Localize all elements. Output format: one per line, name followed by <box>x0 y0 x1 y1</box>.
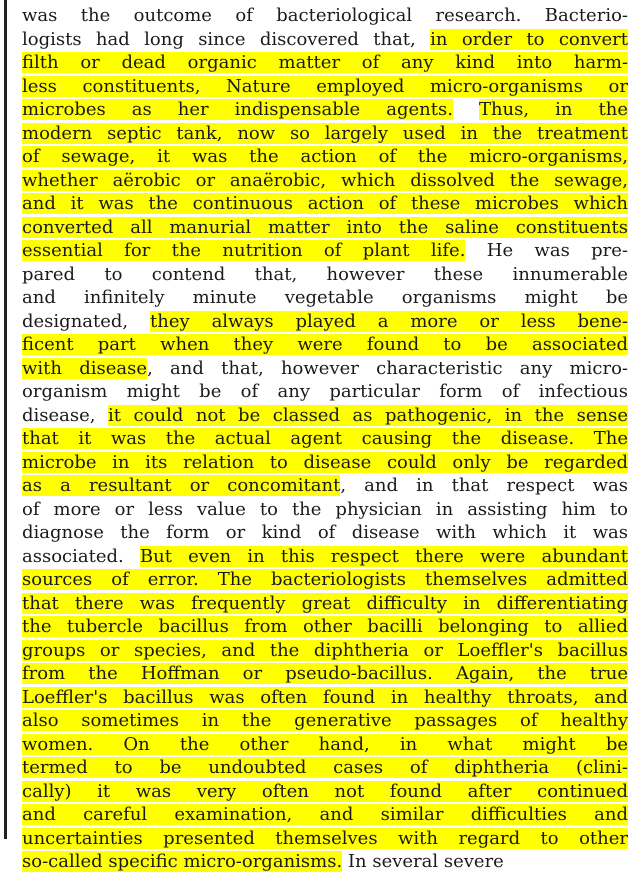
highlighted-text: termed to be undoubted cases of diphtheria (clini- <box>22 757 628 778</box>
plain-text: organism might be of any particular form of infectious <box>22 381 628 402</box>
text-line <box>22 333 628 357</box>
plain-text: pared to contend that, however these innumerable <box>22 263 628 285</box>
text-line <box>22 474 628 498</box>
text-line <box>22 98 628 122</box>
text-line <box>22 850 628 874</box>
text-line <box>22 709 628 733</box>
text-line <box>22 827 628 851</box>
highlighted-text: they always played a more or less bene- <box>150 310 628 332</box>
text-line <box>22 639 628 663</box>
highlighted-text: But even in this respect there were abundant <box>139 545 628 567</box>
plain-text: and infinitely minute vegetable organisms might be <box>22 287 628 308</box>
text-line <box>22 310 628 334</box>
plain-text: designated, <box>22 310 151 332</box>
highlighted-text: in order to convert <box>430 28 628 50</box>
highlighted-text: as a resultant or concomitant <box>22 475 341 496</box>
plain-text: diagnose the form or kind of disease with which it was <box>22 522 628 543</box>
text-line <box>22 498 628 522</box>
highlighted-text: that there was frequently great difficulty in differentiating <box>22 592 628 614</box>
text-line <box>22 404 628 428</box>
highlighted-text: less constituents, Nature employed micro-organisms or <box>22 75 628 97</box>
text-line <box>22 145 628 169</box>
text-line <box>22 216 628 240</box>
highlighted-text: uncertainties presented themselves with regard to other <box>22 827 628 849</box>
highlighted-text: also sometimes in the generative passages of healthy <box>22 710 628 731</box>
highlighted-text: groups or species, and the diphtheria or Loeffler's bacillus <box>22 639 628 661</box>
text-line <box>22 780 628 804</box>
plain-text <box>453 99 479 120</box>
highlighted-text: ficent part when they were found to be associated <box>22 334 628 355</box>
highlighted-text: and it was the continuous action of these microbes which <box>22 193 628 214</box>
highlighted-text: sources of error. The bacteriologists themselves admitted <box>22 569 628 590</box>
text-line <box>22 51 628 75</box>
plain-text: of more or less value to the physician in assisting him to <box>22 498 628 520</box>
highlighted-text: microbes as her indispensable agents. <box>22 99 453 120</box>
text-line <box>22 169 628 193</box>
text-line <box>22 545 628 569</box>
highlighted-text: so-called specific micro-organisms. <box>22 851 343 872</box>
highlighted-text: with disease <box>22 357 148 379</box>
plain-text: logists had long since discovered that, <box>22 28 431 50</box>
text-line <box>22 733 628 757</box>
plain-text: was the outcome of bacteriological research. Bacterio- <box>22 5 628 26</box>
margin-rule <box>4 0 7 839</box>
text-line <box>22 4 628 28</box>
plain-text: He was pre- <box>465 240 628 261</box>
highlighted-text: women. On the other hand, in what might be <box>22 733 628 755</box>
text-line <box>22 75 628 99</box>
text-line <box>22 427 628 451</box>
highlighted-text: whether aërobic or anaërobic, which dissolved the sewage, <box>22 169 628 191</box>
plain-text: , and that, however characteristic any micro- <box>147 357 628 379</box>
text-line <box>22 263 628 287</box>
text-line <box>22 122 628 146</box>
plain-text: , and in that respect was <box>340 475 628 496</box>
text-line <box>22 286 628 310</box>
highlighted-text: of sewage, it was the action of the micro-organisms, <box>22 146 628 167</box>
highlighted-text: microbe in its relation to disease could only be regarded <box>22 451 628 473</box>
highlighted-text: that it was the actual agent causing the disease. The <box>22 428 628 449</box>
text-line <box>22 239 628 263</box>
text-line <box>22 615 628 639</box>
plain-text: associated. <box>22 545 140 567</box>
highlighted-text: filth or dead organic matter of any kind into harm- <box>22 52 628 73</box>
text-line <box>22 756 628 780</box>
highlighted-text: cally) it was very often not found after continued <box>22 780 628 802</box>
plain-text: In several severe <box>342 851 504 872</box>
text-line <box>22 451 628 475</box>
text-line <box>22 568 628 592</box>
highlighted-text: and careful examination, and similar difficulties and <box>22 804 628 825</box>
text-line <box>22 803 628 827</box>
highlighted-text: Loeffler's bacillus was often found in healthy throats, and <box>22 686 628 708</box>
text-line <box>22 662 628 686</box>
text-line <box>22 28 628 52</box>
highlighted-text: it could not be classed as pathogenic, in the sense <box>108 404 629 426</box>
text-line <box>22 521 628 545</box>
highlighted-text: the tubercle bacillus from other bacilli belonging to allied <box>22 616 628 637</box>
text-line <box>22 357 628 381</box>
text-line <box>22 192 628 216</box>
highlighted-text: modern septic tank, now so largely used in the treatment <box>22 122 628 144</box>
text-line <box>22 686 628 710</box>
highlighted-text: essential for the nutrition of plant life. <box>22 240 466 261</box>
text-line <box>22 380 628 404</box>
body-text <box>22 4 628 874</box>
plain-text: disease, <box>22 404 109 426</box>
highlighted-text: Thus, in the <box>478 99 628 120</box>
highlighted-text: converted all manurial matter into the saline constituents <box>22 216 628 238</box>
highlighted-text: from the Hoffman or pseudo-bacillus. Again, the true <box>22 663 628 684</box>
text-line <box>22 592 628 616</box>
